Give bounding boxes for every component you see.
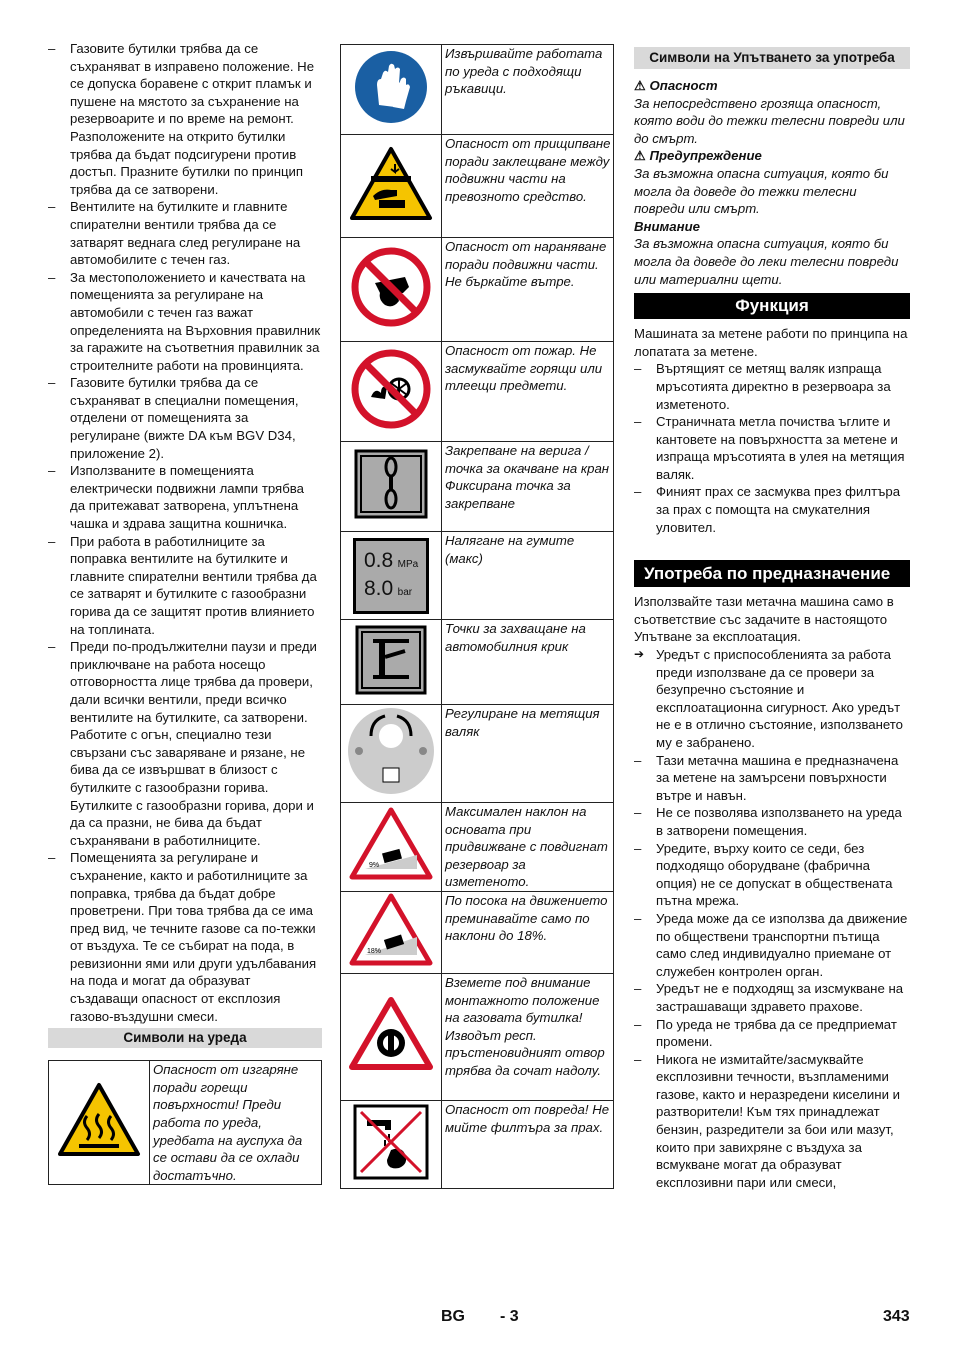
symbol-text-no-burning: Опасност от пожар. Не засмуквайте горящи или тлеещи предмети. <box>442 342 614 442</box>
manual-symbols-heading: Символи на Упътването за употреба <box>634 47 910 69</box>
danger-label <box>634 77 910 95</box>
no-burning-objects-icon <box>341 342 442 442</box>
column-right <box>634 44 910 1191</box>
list-item-text: Не се позволява използването на уреда в затворени помещения. <box>656 805 902 838</box>
list-item-text: Уредите, върху които се седи, без подходящо оборудване (фабрична опция) не се допускат в обществената пътна мрежа. <box>656 840 893 909</box>
symbol-text-jack: Точки за захващане на автомобилния крик <box>442 620 614 705</box>
symbol-text-slope-18: По посока на движението преминавайте само по наклони до 18%. <box>442 891 614 973</box>
list-item-text: Използваните в помещенията електрически подвижни лампи трябва да притежават затворена, уплътнена чашка и здрава защитна кошничка. <box>70 463 304 532</box>
roller-adjust-icon <box>341 705 442 803</box>
list-item <box>48 849 322 1025</box>
list-item <box>48 462 322 532</box>
dash-bullet: – <box>48 375 56 391</box>
pressure-value-mpa: 0.8 <box>364 548 394 572</box>
pressure-unit-bar: bar <box>397 586 413 598</box>
list-item <box>634 413 910 483</box>
dash-bullet: – <box>48 41 56 56</box>
slope-18-icon <box>341 891 442 973</box>
dash-bullet: – <box>48 463 56 479</box>
symbol-text-roller: Регулиране на метящия валяк <box>442 705 614 803</box>
list-item <box>634 1016 910 1051</box>
symbol-text-crush: Опасност от прищипване поради заклещване между подвижни части на превозното средство. <box>442 135 614 238</box>
list-item-text: Вентилите на бутилките и главните спирателни вентили трябва да се затварят веднага след регулиране на автомобилите с течен газ. <box>70 199 301 268</box>
symbol-text-tire: Налягане на гумите (макс) <box>442 532 614 620</box>
gloves-icon <box>341 45 442 135</box>
caution-label: Внимание <box>634 218 700 234</box>
dash-bullet: – <box>48 639 56 655</box>
danger-label-text: Опасност <box>649 78 718 93</box>
list-item <box>634 360 910 413</box>
list-item-text: При работа в работилниците за поправка вентилите на бутилките и главните спирателни вентили трябва да се затварят и бутилките с газообразни горива да се защитят против влиянието на топлината. <box>70 533 317 637</box>
list-item <box>48 40 322 198</box>
safety-list <box>48 40 322 1025</box>
footer-lang: BG <box>441 1308 465 1325</box>
list-item-text: Тази метачна машина е предназначена за метене на замърсени повърхности вътре и навън. <box>656 752 899 803</box>
use-heading: Употреба по предназначение <box>634 560 910 587</box>
dash-bullet: – <box>634 361 642 377</box>
gas-bottle-warning-icon <box>341 973 442 1100</box>
list-item-text: Помещенията за регулиране и съхранение, както и работилниците за поправка, трябва да бъдат добре проветрени. При това трябва да се има пред вид, че течните газове са по-тежки от въздуха. Те се събират на пода, в ревизионни ями или други удълбавания на пода и могат да образуват създаващи опасност от експлозия газово-въздушни смеси. <box>70 850 317 1024</box>
crush-hand-icon <box>341 135 442 238</box>
use-intro: Използвайте тази метачна машина само в съответствие със задачите в настоящото Упътване за експлоатация. <box>634 594 894 645</box>
symbols-table <box>340 44 614 1189</box>
dash-bullet: – <box>634 752 642 768</box>
list-item-text: Газовите бутилки трябва да се съхраняват в изправено положение. Не се допуска боравене с открит пламък и пушене на мястото за съхранение на резервоарите и по време на ремонт. Разположените на открито бутилки трябва да бъдат подсигурени против достъп. Празните бутилки по принцип трябва да се затворени. <box>70 41 315 197</box>
symbol-text-chain: Закрепване на верига / точка за окачване на кран Фиксирана точка за закрепване <box>442 442 614 532</box>
dash-bullet: – <box>48 533 56 549</box>
list-item-text: Никога не измитайте/засмуквайте експлозивни течности, възпламеними газове, както и неразредени киселини и разтворители! Към тях принадлежат бензин, разредители за бои или мазут, които при завихряне с въздуха за всмукване могат да образуват експлозивни пари или смеси, <box>656 1051 900 1190</box>
symbol-text-no-wash: Опасност от повреда! Не мийте филтъра за прах. <box>442 1100 614 1188</box>
chain-icon <box>341 442 442 532</box>
no-reach-in-icon <box>341 238 442 342</box>
warning-label <box>634 147 910 165</box>
dash-bullet: – <box>634 910 642 926</box>
warning-text: За възможна опасна ситуация, която би могла да доведе до тежки телесни повреди или смърт. <box>634 165 889 217</box>
pressure-value-bar: 8.0 <box>364 576 394 600</box>
list-item <box>634 980 910 1015</box>
dash-bullet: – <box>634 1016 642 1032</box>
dash-bullet: – <box>634 981 642 997</box>
list-item-text: Страничната метла почиства ъглите и кантовете на повърхността за метене и изпраща мръсотията в улея на метящия валяк. <box>656 414 905 482</box>
warning-label-text: Предупреждение <box>649 148 762 164</box>
hot-surface-text: Опасност от изгаряне поради горещи повърхности! Преди работа по уреда, уредбата на ауспуха да се остави да се охлади достатъчно. <box>150 1061 322 1185</box>
column-middle <box>340 44 614 1189</box>
hot-surface-icon <box>49 1061 150 1185</box>
function-intro: Машината за метене работи по принципа на лопатата за метене. <box>634 326 908 359</box>
footer-page-total: 343 <box>883 1308 910 1325</box>
list-item <box>48 533 322 639</box>
no-wash-filter-icon <box>341 1100 442 1188</box>
list-item-text: За местоположението и качествата на помещенията за регулиране на автомобили с течен газ важат определенията на Върховния правилник за гаражите на съответния правилник за строителните работи на провинцията. <box>70 269 321 373</box>
list-item-text: Въртящият се метящ валяк изпраща мръсотията директно в резервоара за изметеното. <box>656 361 891 412</box>
list-item <box>634 1051 910 1192</box>
use-arrow-text: Уредът с приспособленията за работа преди използване да се провери за безупречно състояние и експлоатационна сигурност. Ако уредът не е в отлично състояние, използването му е забранено. <box>656 647 903 750</box>
danger-text: За непосредствено грозяща опасност, която води до тежки телесни повреди или до смърт. <box>634 95 905 146</box>
hot-surface-table <box>48 1060 322 1185</box>
warning-triangle-icon: ⚠ <box>634 148 646 164</box>
list-item <box>48 198 322 268</box>
function-heading: Функция <box>634 293 910 319</box>
jack-point-icon <box>341 620 442 705</box>
dash-bullet: – <box>634 840 642 856</box>
list-item <box>48 374 322 462</box>
list-item <box>634 752 910 805</box>
list-item <box>634 804 910 839</box>
list-item <box>48 638 322 849</box>
list-item-text: Газовите бутилки трябва да се съхраняват в специални помещения, отделени от помещенията за регулиране (вижте DA към BGV D34, приложение 2). <box>70 375 299 461</box>
list-item <box>48 269 322 375</box>
dash-bullet: – <box>48 269 56 285</box>
slope-raised-icon <box>341 803 442 892</box>
list-item-text: Преди по-продължителни паузи и преди приключване на работа носещо отговорността лице трябва да провери, дали всички вентили, преди всичко вентилите на бутилките, са затворени. Работите с огън, специално тези свързани със заваряване и рязане, не бива да се извършват в близост с бутилките с газообразни горива. Бутилките с газообразни горива, дори и да са празни, не бива да бъдат съхранявани в работилниците. <box>70 639 317 848</box>
dash-bullet: – <box>634 484 642 500</box>
use-arrow-item <box>634 646 910 752</box>
list-item-text: По уреда не трябва да се предприемат промени. <box>656 1016 897 1050</box>
symbol-text-slope-raised: Максимален наклон на основата при придвижване с повдигнат резервоар за изметеното. <box>442 803 614 892</box>
function-list <box>634 360 910 536</box>
tire-pressure-icon <box>341 532 442 620</box>
caution-text: За възможна опасна ситуация, която би могла да доведе до леки телесни повреди или материални щети. <box>634 236 899 287</box>
symbol-text-gloves: Извършвайте работата по уреда с подходящи ръкавици. <box>442 45 614 135</box>
footer-page-local: - 3 <box>500 1308 519 1325</box>
column-left <box>48 40 322 1185</box>
list-item-text: Уреда може да се използва да движение по обществени транспортни пътища само след индивидуално приемане от служебен контролен орган. <box>656 910 908 979</box>
dash-bullet: – <box>634 414 642 430</box>
dash-bullet: – <box>48 850 56 866</box>
dash-bullet: – <box>634 1051 642 1067</box>
list-item-text: Финият прах се засмуква през филтъра за прах с помощта на смукателния уловител. <box>656 484 901 535</box>
list-item <box>634 840 910 910</box>
list-item-text: Уредът не е подходящ за изсмукване на застрашаващи здравето прахове. <box>656 981 904 1014</box>
warning-triangle-icon: ⚠ <box>634 78 646 93</box>
list-item <box>634 483 910 536</box>
list-item <box>634 910 910 980</box>
use-list <box>634 752 910 1192</box>
slope-raised-percent: 9% <box>369 862 380 870</box>
symbol-text-no-reach: Опасност от нараняване поради подвижни части. Не бъркайте вътре. <box>442 238 614 342</box>
pressure-unit-mpa: MPa <box>397 558 419 570</box>
symbols-heading: Символи на уреда <box>48 1028 322 1048</box>
symbol-text-gas-bottle: Вземете под внимание монтажното положение на газовата бутилка! Изводът респ. пръстеновидният отвор трябва да сочат надолу. <box>442 973 614 1100</box>
dash-bullet: – <box>48 199 56 215</box>
dash-bullet: – <box>634 805 642 821</box>
slope-18-percent: 18% <box>367 947 382 955</box>
arrow-right-icon: ➔ <box>634 647 645 662</box>
